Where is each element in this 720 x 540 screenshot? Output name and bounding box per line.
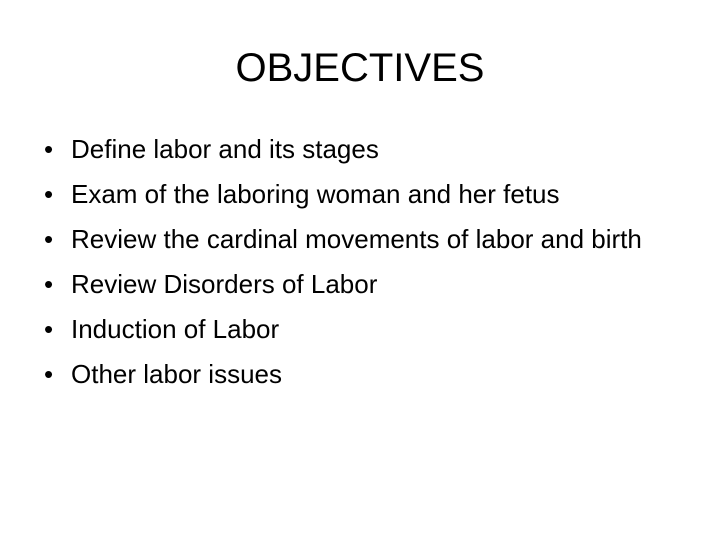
bullet-text: Exam of the laboring woman and her fetus xyxy=(71,179,560,209)
slide-title: OBJECTIVES xyxy=(235,46,485,90)
bullet-item xyxy=(44,179,694,209)
bullet-marker: • xyxy=(44,359,54,389)
bullet-marker: • xyxy=(44,179,54,209)
bullet-text: Induction of Labor xyxy=(71,314,280,344)
bullet-text: Review the cardinal movements of labor and birth xyxy=(71,224,642,254)
bullet-item xyxy=(44,269,694,299)
bullet-item xyxy=(44,134,694,164)
bullet-marker: • xyxy=(44,224,54,254)
bullet-text: Define labor and its stages xyxy=(71,134,379,164)
bullet-marker: • xyxy=(44,314,54,344)
bullet-list xyxy=(44,134,694,404)
bullet-item xyxy=(44,359,694,389)
bullet-item xyxy=(44,314,694,344)
bullet-item xyxy=(44,224,694,254)
bullet-marker: • xyxy=(44,134,54,164)
bullet-text: Other labor issues xyxy=(71,359,282,389)
bullet-marker: • xyxy=(44,269,54,299)
bullet-text: Review Disorders of Labor xyxy=(71,269,378,299)
